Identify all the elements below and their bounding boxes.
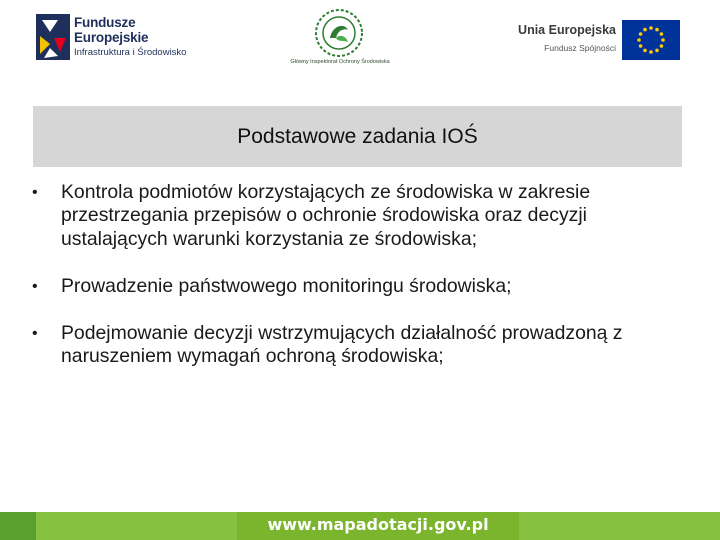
unia-europejska-logo <box>508 20 680 62</box>
footer-url-link[interactable]: www.mapadotacji.gov.pl <box>267 515 489 534</box>
bullet-item <box>30 181 690 251</box>
bullet-item <box>30 322 690 369</box>
bullet-glyph: • <box>32 184 38 201</box>
ue-logo-line2: Fundusz Spójności <box>544 43 616 53</box>
fundusze-europejskie-mark-icon <box>36 14 70 60</box>
gios-emblem-icon <box>314 8 364 58</box>
title-band <box>33 106 682 167</box>
bullet-text: Prowadzenie państwowego monitoringu środowiska; <box>61 274 512 297</box>
bullet-text: Podejmowanie decyzji wstrzymujących działalność prowadzoną z naruszeniem wymagań ochroną środowiska; <box>61 322 623 368</box>
fe-logo-line1: Fundusze <box>74 15 136 30</box>
fundusze-europejskie-logo <box>36 14 196 64</box>
footer-bar <box>0 512 720 540</box>
fe-logo-line2: Europejskie <box>74 29 149 45</box>
ue-logo-line1: Unia Europejska <box>518 23 616 37</box>
bullet-glyph: • <box>32 277 38 295</box>
bullet-item <box>30 275 690 298</box>
bullet-text: Kontrola podmiotów korzystających ze środowiska w zakresie przestrzegania przepisów o ochronie środowiska oraz decyzji ustalających warunki korzystania ze środowiska; <box>61 181 591 250</box>
eu-flag-icon <box>622 20 680 60</box>
footer-accent-strip <box>0 512 36 540</box>
slide-title: Podstawowe zadania IOŚ <box>237 125 478 148</box>
footer-url-panel <box>237 512 519 540</box>
bullet-list <box>30 181 690 369</box>
bullet-glyph: • <box>32 325 38 343</box>
fe-logo-line3: Infrastruktura i Środowisko <box>74 47 187 58</box>
gios-caption: Główny Inspektorat Ochrony Środowiska <box>290 59 390 65</box>
